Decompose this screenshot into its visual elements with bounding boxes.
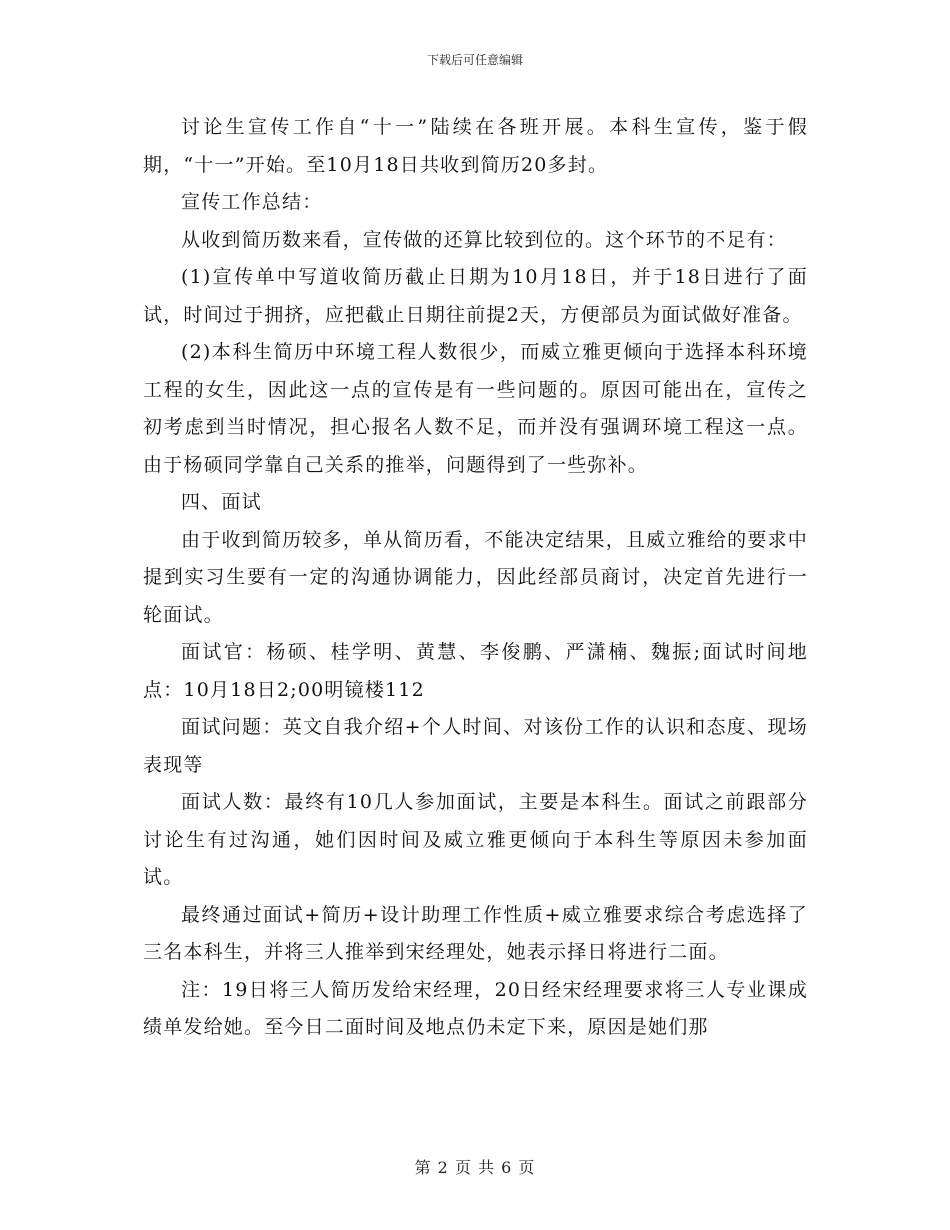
page-header-note: 下载后可任意编辑 xyxy=(426,53,523,67)
paragraph-interview-reason: 由于收到简历较多，单从简历看，不能决定结果，且威立雅给的要求中提到实习生要有一定的沟通协调能力，因此经部员商讨，决定首先进行一轮面试。 xyxy=(143,528,808,626)
paragraph-publicity-summary: 从收到简历数来看，宣传做的还算比较到位的。这个环节的不足有： xyxy=(181,228,788,251)
paragraph-publicity-summary-heading: 宣传工作总结： xyxy=(181,191,323,213)
document-body xyxy=(143,109,808,1047)
paragraph-interviewers: 面试官：杨硕、桂学明、黄慧、李俊鹏、严潇楠、魏振;面试时间地点：10月18日2;00明镜楼112 xyxy=(143,641,808,701)
paragraph-publicity-start: 讨论生宣传工作自“十一”陆续在各班开展。本科生宣传，鉴于假期，“十一”开始。至10月18日共收到简历20多封。 xyxy=(143,116,808,176)
paragraph-issue-2: (2)本科生简历中环境工程人数很少，而威立雅更倾向于选择本科环境工程的女生，因此这一点的宣传是有一些问题的。原因可能出在，宣传之初考虑到当时情况，担心报名人数不足，而并没有强调环境工程这一点。由于杨硕同学靠自己关系的推举，问题得到了一些弥补。 xyxy=(143,341,808,476)
paragraph-interview-count: 面试人数：最终有10几人参加面试，主要是本科生。面试之前跟部分讨论生有过沟通，她们因时间及威立雅更倾向于本科生等原因未参加面试。 xyxy=(143,791,808,888)
paragraph-issue-1: (1)宣传单中写道收简历截止日期为10月18日，并于18日进行了面试，时间过于拥挤，应把截止日期往前提2天，方便部员为面试做好准备。 xyxy=(143,266,808,326)
paragraph-interview-questions: 面试问题：英文自我介绍+个人时间、对该份工作的认识和态度、现场表现等 xyxy=(143,716,808,776)
paragraph-final-selection: 最终通过面试+简历+设计助理工作性质+威立雅要求综合考虑选择了三名本科生，并将三人推举到宋经理处，她表示择日将进行二面。 xyxy=(143,903,808,963)
paragraph-note: 注：19日将三人简历发给宋经理，20日经宋经理要求将三人专业课成绩单发给她。至今日二面时间及地点仍未定下来，原因是她们那 xyxy=(143,978,808,1038)
page-number-footer: 第 2 页 共 6 页 xyxy=(414,1158,536,1177)
section-heading-interview: 四、面试 xyxy=(181,491,262,513)
